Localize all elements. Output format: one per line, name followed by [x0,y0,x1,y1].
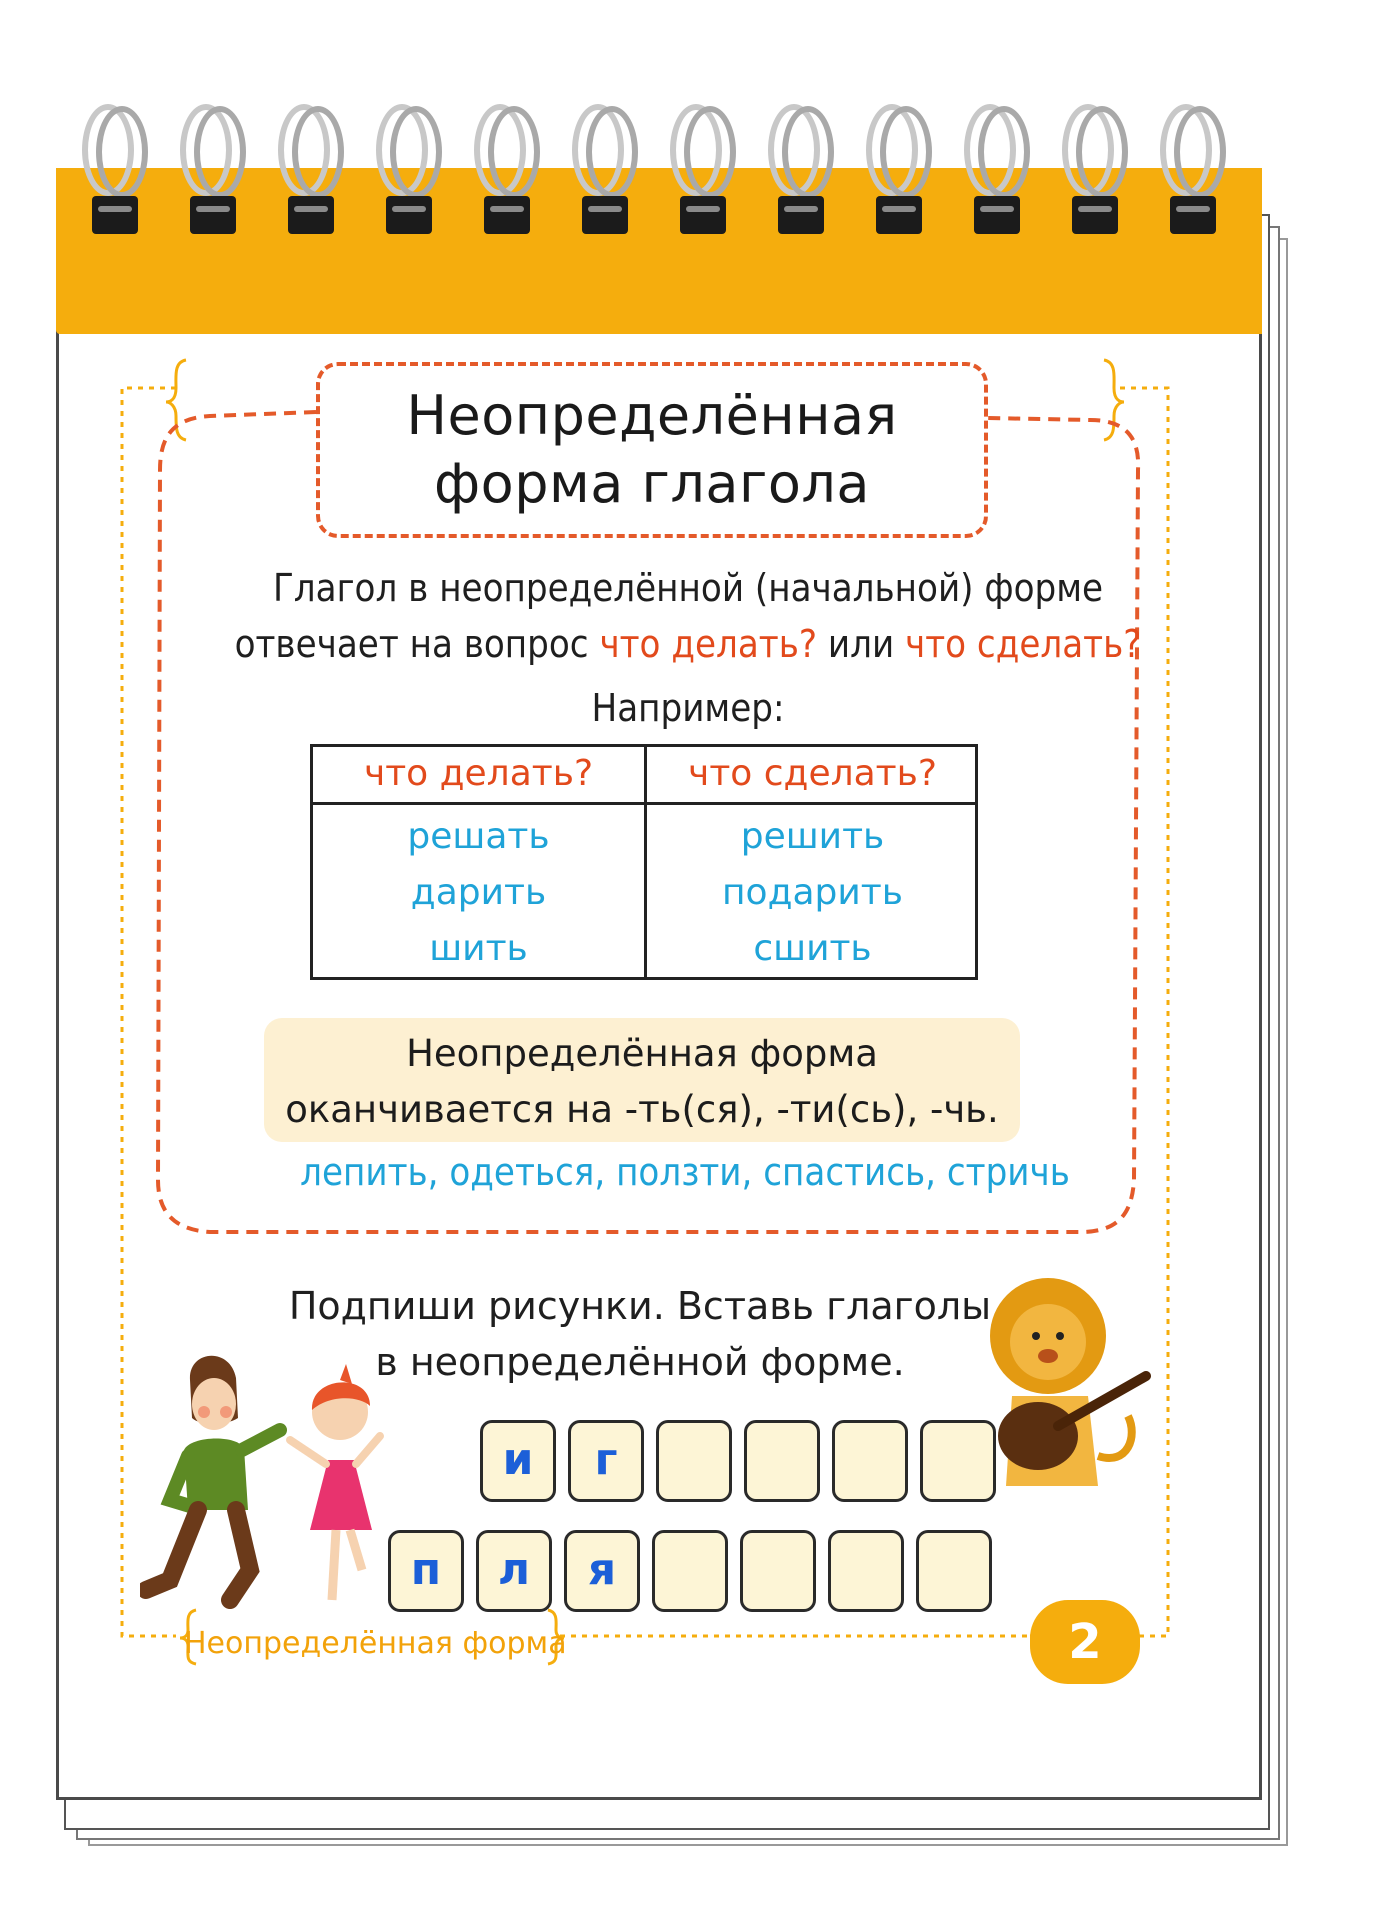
empty-letter-tile[interactable] [916,1530,992,1612]
intro-line-1: Глагол в неопределённой (начальной) форме [272,566,1104,610]
letter-tile: я [564,1530,640,1612]
empty-letter-tile[interactable] [920,1420,996,1502]
letter-tile: г [568,1420,644,1502]
empty-letter-tile[interactable] [740,1530,816,1612]
task-line-1: Подпиши рисунки. Вставь глаголы [288,1284,992,1328]
question-what-to-have-done: что сделать? [905,622,1142,666]
intro-line-2 [160,622,1216,666]
table-cell: решить [740,816,885,857]
letter-tile: л [476,1530,552,1612]
letter-tile: и [480,1420,556,1502]
empty-letter-tile[interactable] [744,1420,820,1502]
rule-box [264,1018,1020,1142]
table-header: что сделать? [688,753,937,794]
rule-line-2: оканчивается на -ть(ся), -ти(сь), -чь. [285,1088,999,1131]
intro-prefix: отвечает на вопрос [234,622,589,666]
table-column-1 [313,809,644,977]
rule-line-1: Неопределённая форма [406,1032,878,1075]
footer-section-label: Неопределённая форма [184,1626,567,1661]
boy-figure [146,1356,280,1600]
table-cell: сшить [753,928,872,969]
empty-letter-tile[interactable] [652,1530,728,1612]
table-column-2 [647,809,978,977]
table-cell: решать [407,816,550,857]
lion-with-guitar-illustration [978,1266,1158,1496]
page-title-line-1: Неопределённая [406,384,898,447]
empty-letter-tile[interactable] [656,1420,732,1502]
example-label: Например: [591,686,785,730]
dancing-children-illustration [140,1340,430,1640]
title-box [316,362,988,538]
question-what-to-do: что делать? [599,622,818,666]
example-table [310,744,978,980]
letter-tile: п [388,1530,464,1612]
examples-line: лепить, одеться, ползти, спастись, стричь [300,1150,1070,1194]
task-line-2: в неопределённой форме. [375,1340,905,1384]
table-header: что делать? [363,753,594,794]
empty-letter-tile[interactable] [828,1530,904,1612]
empty-letter-tile[interactable] [832,1420,908,1502]
girl-figure [290,1364,380,1600]
intro-connector: или [827,622,895,666]
table-cell: подарить [722,872,903,913]
page-title-line-2: форма глагола [434,452,870,515]
table-cell: шить [429,928,528,969]
page-number: 2 [1030,1600,1140,1684]
table-cell: дарить [410,872,547,913]
